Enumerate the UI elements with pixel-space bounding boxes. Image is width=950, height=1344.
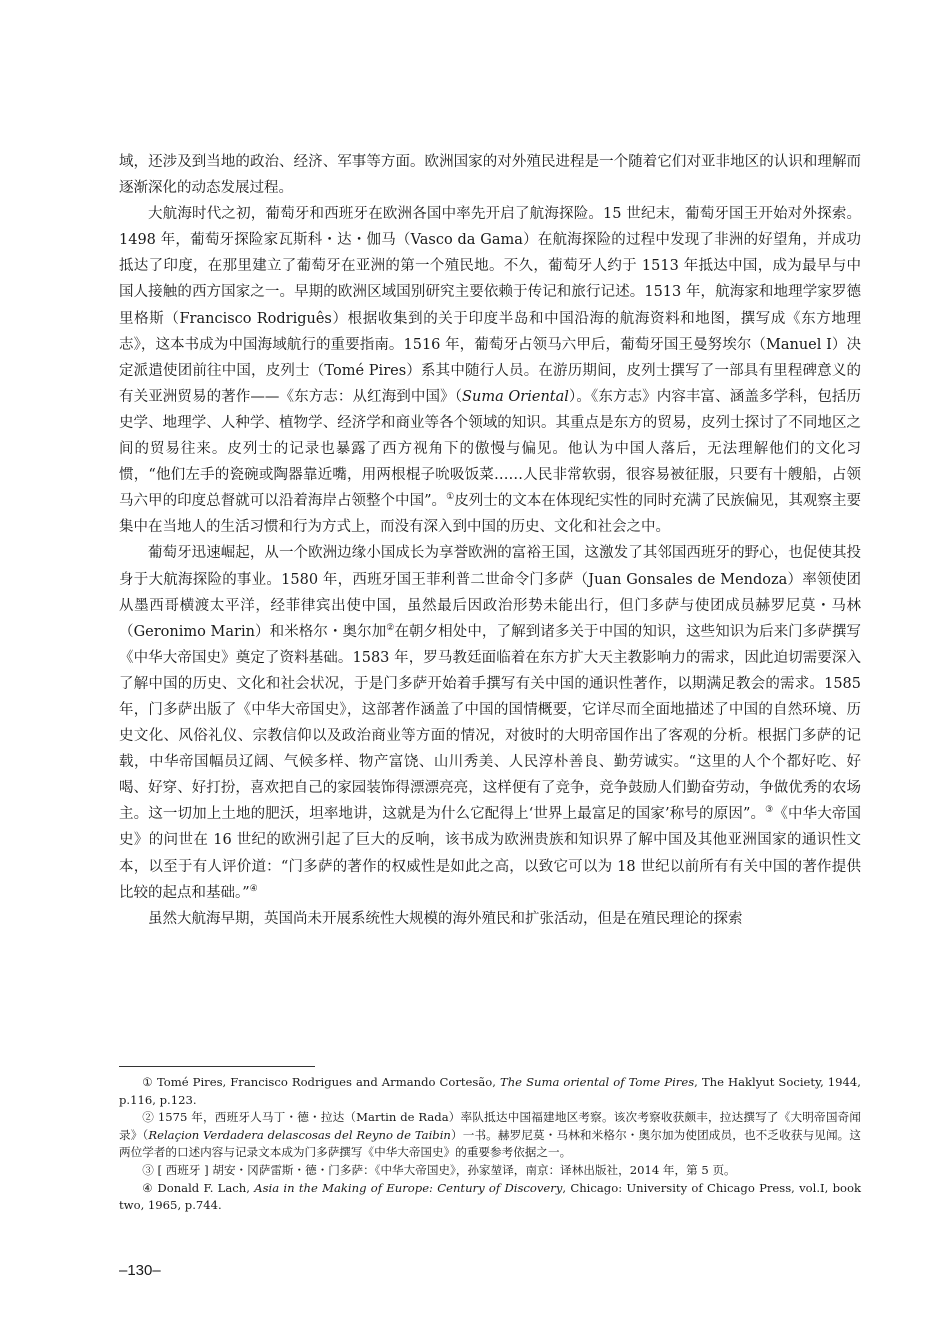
paragraph-2-text-c: ）。《东方志》内容丰富、涵盖多学科，包括历史学、地理学、人种学、植物学、经济学和商业等各个领域的知识。其重点是东方的贸易，皮列士探讨了不同地区之间的贸易往来。皮列士的记录也暴露了西方视角下的傲慢与偏见。他认为中国人落后，无法理解他们的文化习惯，“他们左手的瓷碗或陶器靠近嘴，用两根棍子吮吸饭菜……人民非常软弱，很容易被征服，只要有十艘船，占领马六甲的印度总督就可以沿着海岸占领整个中国”。 xyxy=(119,388,862,510)
footnote-1 xyxy=(119,1074,861,1109)
footnote-4-text-c: , Chicago: University of Chicago Press, vol.I, book two, 1965, p.744. xyxy=(119,1180,861,1213)
main-body-text xyxy=(119,149,861,932)
footnote-divider xyxy=(119,1066,315,1067)
footnote-ref-1[interactable]: ① xyxy=(446,492,455,503)
suma-oriental-title: Suma Oriental xyxy=(462,388,569,405)
paragraph-3-text-a: 葡萄牙迅速崛起，从一个欧洲边缘小国成长为享誉欧洲的富裕王国，这激发了其邻国西班牙的野心，也促使其投身于大航海探险的事业。1580 年，西班牙国王菲利普二世命令门多萨（Juan Gonsales de Mendoza）率领使团从墨西哥横渡太平洋，经菲律宾出使中国，虽然最后因政治形势未能出行，但门多萨与使团成员赫罗尼莫・马林（Geronimo Marin）和米格尔・奥尔加 xyxy=(119,545,861,640)
paragraph-2-text-a: 大航海时代之初，葡萄牙和西班牙在欧洲各国中率先开启了航海探险。15 世纪末，葡萄牙国王开始对外探索。1498 年，葡萄牙探险家瓦斯科・达・伽马（Vasco da Gama）在航海探险的过程中发现了非洲的好望角，并成功抵达了印度，在那里建立了葡萄牙在亚洲的第一个殖民地。不久，葡萄牙人约于 1513 年抵达中国，成为最早与中国人接触的西方国家之一。早期的欧洲区域国别研究主要依赖于传记和旅行记述。1513 年，航海家和地理学家罗德里格斯（Francisco Rodriguês）根据收集到的关于印度半岛和中国沿海的航海资料和地图，撰写成《东方地理志》，这本书成为中国海域航行的重要指南。1516 年，葡萄牙占领马六甲后，葡萄牙国王曼努埃尔（Manuel Ⅰ）决定派遣使团前往中国，皮列士（Tomé Pires）系其中随行人员。在游历期间，皮列士撰写了一部具有里程碑意义的有关亚洲贸易的著作——《东方志：从红海到中国》（ xyxy=(119,206,861,405)
footnote-2-title: Relaçion Verdadera delascosas del Reyno de Taibin xyxy=(148,1127,451,1142)
paragraph-3-text-c: 《中华大帝国史》的问世在 16 世纪的欧洲引起了巨大的反响，该书成为欧洲贵族和知识界了解中国及其他亚洲国家的通识性文本，以至于有人评价道：“门多萨的著作的权威性是如此之高，以致它可以为 18 世纪以前所有有关中国的著作提供比较的起点和基础。” xyxy=(119,806,861,901)
paragraph-4 xyxy=(119,906,861,932)
footnotes xyxy=(119,1074,861,1215)
footnote-ref-3[interactable]: ③ xyxy=(765,805,774,816)
footnote-2-text-a: ② 1575 年，西班牙人马丁・德・拉达（Martin de Rada）率队抵达中国福建地区考察。该次考察收获颇丰，拉达撰写了《大明帝国奇闻录》（ xyxy=(119,1110,861,1142)
footnote-2 xyxy=(119,1109,861,1162)
paragraph-3-text-b: 在朝夕相处中，了解到诸多关于中国的知识，这些知识为后来门多萨撰写《中华大帝国史》奠定了资料基础。1583 年，罗马教廷面临着在东方扩大天主教影响力的需求，因此迫切需要深入了解中国的历史、文化和社会状况，于是门多萨开始着手撰写有关中国的通识性著作，以期满足教会的需求。1585 年，门多萨出版了《中华大帝国史》，这部著作涵盖了中国的国情概要，它详尽而全面地描述了中国的自然环境、历史文化、风俗礼仪、宗教信仰以及政治商业等方面的情况，对彼时的大明帝国作出了客观的分析。根据门多萨的记载，中华帝国幅员辽阔、气候多样、物产富饶、山川秀美、人民淳朴善良、勤劳诚实。“这里的人个个都好吃、好喝、好穿、好打扮，喜欢把自己的家园装饰得漂漂亮亮，这样便有了竞争，竞争鼓励人们勤奋劳动，争做优秀的农场主。这一切加上土地的肥沃，坦率地讲，这就是为什么它配得上‘世界上最富足的国家’称号的原因”。 xyxy=(119,623,861,823)
paragraph-1-text: 域，还涉及到当地的政治、经济、军事等方面。欧洲国家的对外殖民进程是一个随着它们对亚非地区的认识和理解而逐渐深化的动态发展过程。 xyxy=(119,154,861,197)
paragraph-3 xyxy=(119,540,861,905)
footnote-4-text-a: ④ Donald F. Lach, xyxy=(142,1180,255,1195)
paragraph-2 xyxy=(119,201,861,540)
footnote-3-text: ③ [ 西班牙 ] 胡安・冈萨雷斯・德・门多萨：《中华大帝国史》，孙家堃译，南京：译林出版社，2014 年，第 5 页。 xyxy=(142,1162,736,1177)
footnote-1-title: The Suma oriental of Tome Pires xyxy=(499,1075,695,1089)
footnote-ref-4[interactable]: ④ xyxy=(249,883,258,894)
paragraph-2-text-d: 皮列士的文本在体现纪实性的同时充满了民族偏见，其观察主要集中在当地人的生活习惯和行为方式上，而没有深入到中国的历史、文化和社会之中。 xyxy=(119,493,861,536)
footnote-3 xyxy=(119,1162,861,1180)
footnote-1-text-a: ① Tomé Pires, Francisco Rodrigues and Armando Cortesão, xyxy=(142,1075,500,1089)
page-number: –130– xyxy=(119,1262,161,1279)
footnote-4 xyxy=(119,1180,861,1215)
footnote-4-title: Asia in the Making of Europe: Century of Discovery xyxy=(254,1180,563,1195)
footnote-2-text-c: ）一书。赫罗尼莫・马林和米格尔・奥尔加为使团成员，也不乏收获与见闻。这两位学者的口述内容与记录文本成为门多萨撰写《中华大帝国史》的重要参考依据之一。 xyxy=(119,1127,861,1160)
footnote-1-text-c: , The Haklyut Society, 1944, p.116, p.123. xyxy=(119,1075,861,1107)
paragraph-4-text: 虽然大航海早期，英国尚未开展系统性大规模的海外殖民和扩张活动，但是在殖民理论的探索 xyxy=(148,910,743,927)
paragraph-1 xyxy=(119,149,861,201)
footnote-ref-2[interactable]: ② xyxy=(386,622,395,633)
